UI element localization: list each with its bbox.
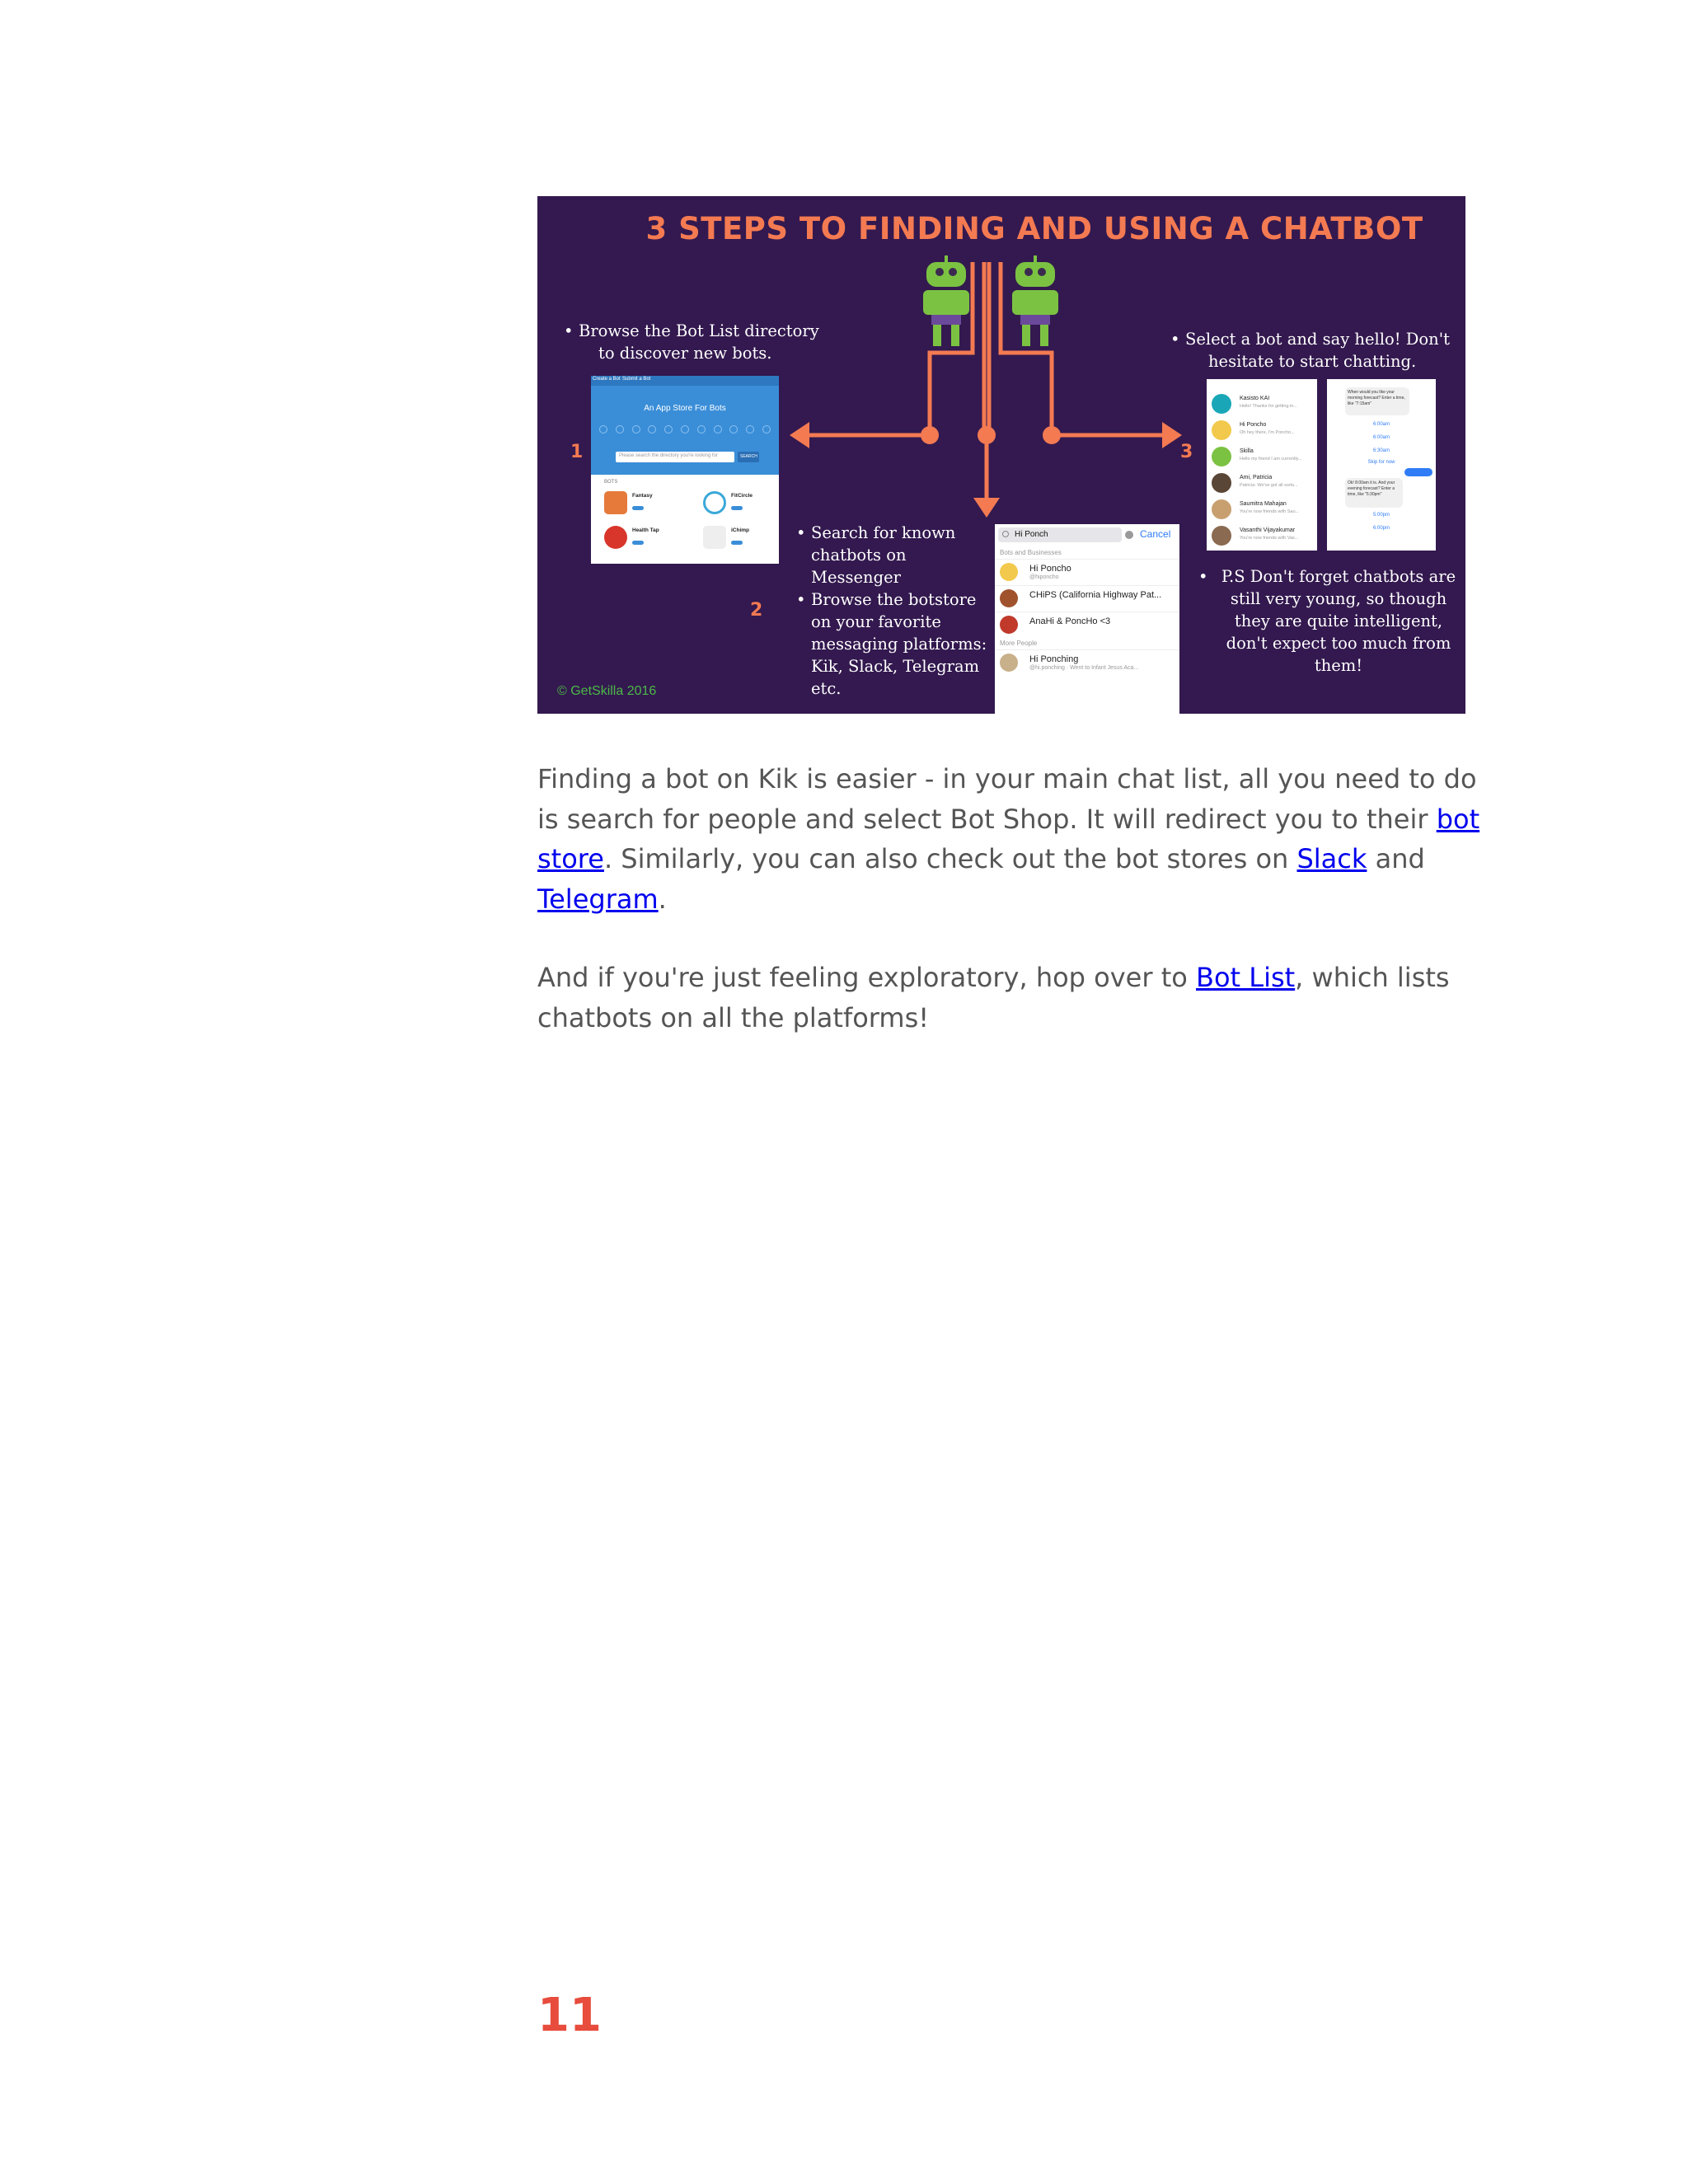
list-item: Hi Poncho Oh hey there, I'm Poncho... bbox=[1207, 417, 1317, 442]
bot-list-search: Please search the directory you're looking for bbox=[616, 452, 734, 462]
list-item: Saumitra Mahajan You're now friends with Sau... bbox=[1207, 496, 1317, 521]
step2-number: 2 bbox=[750, 600, 763, 621]
ps-note: • P.S Don't forget chatbots are still very young, so though they are quite intelligent, don't expect too much from them! bbox=[1195, 565, 1464, 677]
step3-number: 3 bbox=[1180, 442, 1193, 462]
step1-number: 1 bbox=[570, 442, 584, 462]
bot-card: Health Tap bbox=[604, 526, 687, 555]
list-item: Hi Ponching @hi.ponching · Went to Infant Jesus Aca... bbox=[995, 649, 1179, 674]
robot-left-icon bbox=[923, 255, 969, 346]
paragraph-bot-list: And if you're just feeling exploratory, hop over to Bot List, which lists chatbots on all the platforms! bbox=[537, 962, 1450, 1033]
bot-list-screenshot: Create a Bot Submit a Bot An App Store For Bots Please search the directory you're looking for SEARCH BOTS Fantasy FitCircle Health Tap iChimp bbox=[591, 376, 779, 564]
messenger-search-screenshot: Hi Ponch Cancel Bots and Businesses Hi Poncho @hiponcho CHiPS (California Highway Pat... AnaHi & PoncHo <3 More People Hi Ponching @hi.ponching · Went to Infant Jesus Aca... bbox=[995, 524, 1179, 714]
infographic bbox=[537, 196, 1465, 714]
list-item: Ami, Patricia Patricia: We've got all sorts... bbox=[1207, 470, 1317, 494]
list-item: AnaHi & PoncHo <3 bbox=[995, 612, 1179, 636]
slack-link[interactable]: Slack bbox=[1296, 843, 1367, 874]
clear-icon bbox=[1125, 531, 1133, 539]
telegram-link[interactable]: Telegram bbox=[537, 883, 659, 915]
page-number: 11 bbox=[537, 1989, 602, 2042]
chat-conversation-screenshot: When would you like your morning forecast? Enter a time, like "7:15am" 6:00am 6:00am 6:30am Skip for now Ok! 8:00am it is. And your evening forecast? Enter a time, like "5:30pm" 5:00pm 6:00pm bbox=[1327, 379, 1436, 551]
bot-card: iChimp bbox=[703, 526, 785, 555]
bot-card: FitCircle bbox=[703, 491, 785, 521]
copyright: © GetSkilla 2016 bbox=[557, 684, 657, 698]
bot-list-link[interactable]: Bot List bbox=[1195, 962, 1296, 993]
infographic-title: 3 STEPS TO FINDING AND USING A CHATBOT bbox=[645, 211, 1423, 246]
list-item: Hi Poncho @hiponcho bbox=[995, 559, 1179, 583]
bot-store-link[interactable]: bot store bbox=[537, 803, 1480, 874]
bot-card: Fantasy bbox=[604, 491, 687, 521]
category-icons bbox=[599, 425, 771, 435]
step2-bullets: • Search for known chatbots on Messenger • Browse the botstore on your favorite messaging platforms: Kik, Slack, Telegram etc. bbox=[793, 522, 991, 700]
sent-bubble bbox=[1404, 468, 1432, 476]
step3-bullet: • Select a bot and say hello! Don't hesitate to start chatting. bbox=[1167, 328, 1464, 373]
list-item: Skilla Hello my friend I am currently... bbox=[1207, 443, 1317, 468]
bot-list-search-button: SEARCH bbox=[738, 452, 759, 462]
robot-right-icon bbox=[1012, 255, 1058, 346]
messenger-search-bar: Hi Ponch bbox=[998, 527, 1122, 542]
step1-bullet: • Browse the Bot List directory to discover new bots. bbox=[560, 320, 841, 364]
search-icon bbox=[1002, 531, 1009, 537]
list-item: Vasanthi Vijayakumar You're now friends with Vas... bbox=[1207, 523, 1317, 547]
list-item: CHiPS (California Highway Pat... bbox=[995, 585, 1179, 610]
list-item: Kasisto KAI Hello! Thanks for getting in... bbox=[1207, 391, 1317, 415]
chat-list-screenshot bbox=[1207, 379, 1317, 551]
paragraph-kik: Finding a bot on Kik is easier - in your main chat list, all you need to do is search for people and select Bot Shop. It will redirect you to their bot store. Similarly, you can also check out the bot stores on Slack and Telegram. bbox=[537, 763, 1480, 915]
